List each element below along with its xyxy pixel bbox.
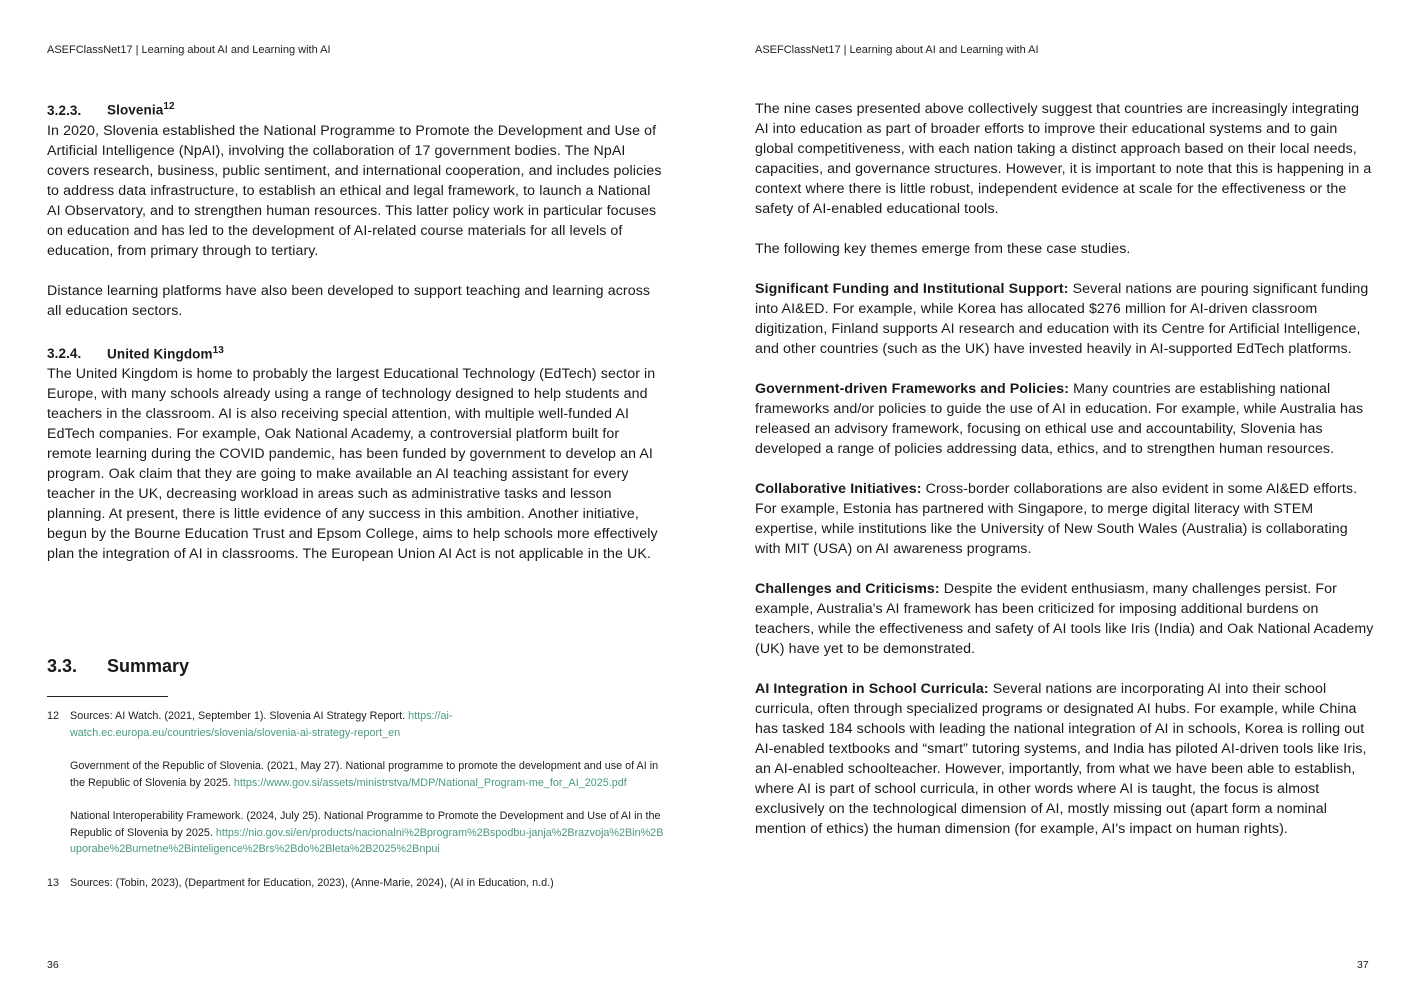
theme-label: Challenges and Criticisms: [755, 581, 940, 597]
section-number: 3.3. [47, 656, 78, 676]
running-head-right: ASEFClassNet17 | Learning about AI and Learning with AI [755, 44, 1039, 56]
footnote-text: Government of the Republic of Slovenia. (2021, May 27). National programme to promote the development and use of AI in the Republic of Slovenia by 2025. [70, 760, 659, 789]
section-title: Summary [107, 656, 190, 676]
theme-label: AI Integration in School Curricula: [755, 681, 989, 697]
theme-text: Several nations are incorporating AI into their school curricula, often through specialized programs or designated AI hubs. For example, while China has tasked 184 schools with leading the national integration of AI in schools, Korea is rolling out AI-enabled textbooks and “smart” tutoring systems, and India has piloted AI-driven tools like Iris, an AI-enabled schoolteacher. However, importantly, from what we have been able to establish, where AI is part of school curricula, in other words where AI is taught, the focus is almost exclusively on the technological dimension of AI, mostly missing out (apart form a nominal mention of ethics) the human dimension (for example, AI's impact on human rights). [755, 681, 1367, 837]
theme-text: Several nations are pouring significant funding into AI&ED. For example, while Korea has allocated $276 million for AI-driven classroom digitization, Finland supports AI research and education with its Centre for Artificial Intelligence, and other countries (such as the UK) have invested heavily in AI-supported EdTech platforms. [755, 281, 1369, 357]
footnote-ref[interactable]: 13 [212, 344, 224, 356]
footnote-text: National Interoperability Framework. (2024, July 25). National Programme to Promote the Development and Use of AI in the Republic of Slovenia by 2025. [70, 810, 661, 839]
section-number: 3.2.4. [47, 346, 82, 361]
section-heading-3-2-4 [47, 341, 667, 365]
footnote-13 [47, 875, 665, 892]
page-number-right: 37 [1357, 959, 1369, 971]
theme-label: Government-driven Frameworks and Policies: [755, 381, 1070, 397]
right-page-body [755, 99, 1375, 859]
theme-frameworks [755, 379, 1375, 459]
theme-challenges [755, 579, 1375, 659]
footnote-12-ref-2 [70, 758, 665, 791]
theme-text: Many countries are establishing national frameworks and/or policies to guide the use of AI in education. For example, while Australia has released an advisory framework, focusing on ethical use and accountability, Slovenia has developed a range of policies addressing data, ethics, and to strengthen human resources. [755, 381, 1364, 457]
footnote-link[interactable]: https://nio.gov.si/en/products/nacionalni%2Bprogram%2Bspodbu-janja%2Brazvoja%2Bin%2Buporabe%2Bumetne%2Binteligence%2Brs%2Bdo%2Bleta%2B2025%2Bnpui [70, 826, 664, 855]
footnote-12-ref-3 [70, 808, 665, 858]
paragraph: In 2020, Slovenia established the National Programme to Promote the Development and Use of Artificial Intelligence (NpAI), involving the collaboration of 17 government bodies. The NpAI covers research, business, public sentiment, and international cooperation, and includes policies to address data infrastructure, to establish an ethical and legal framework, to launch a National AI Observatory, and to strengthen human resources. This latter policy work in particular focuses on education and has led to the development of AI-related course materials for all levels of education, from primary through to tertiary. [47, 122, 662, 259]
theme-text: Despite the evident enthusiasm, many challenges persist. For example, Australia's AI framework has been criticized for imposing additional burdens on teachers, while the effectiveness and safety of AI tools like Iris (India) and Oak National Academy (UK) have yet to be demonstrated. [755, 581, 1374, 657]
left-page-body [47, 97, 667, 584]
section-number: 3.2.3. [47, 102, 82, 118]
theme-funding [755, 279, 1375, 359]
page-number-left: 36 [47, 959, 59, 971]
footnote-number: 12 [47, 710, 60, 722]
paragraph: The nine cases presented above collectively suggest that countries are increasingly integrating AI into education as part of broader efforts to improve their educational systems and to gain global competitiveness, with each nation taking a distinct approach based on their local needs, capacities, and governance structures. However, it is important to note that this is happening in a context where there is little robust, independent evidence at scale for the effectiveness or the safety of AI-enabled educational tools. [755, 101, 1372, 217]
footnote-12 [47, 708, 665, 741]
section-heading-3-2-3 [47, 97, 667, 121]
footnote-link[interactable]: https://ai-watch.ec.europa.eu/countries/slovenia/slovenia-ai-strategy-report_en [70, 710, 453, 739]
footnote-text: Sources: AI Watch. (2021, September 1). Slovenia AI Strategy Report. [70, 710, 409, 722]
theme-text: Cross-border collaborations are also evident in some AI&ED efforts. For example, Estonia has partnered with Singapore, to merge digital literacy with STEM expertise, while institutions like the University of New South Wales (Australia) is collaborating with MIT (USA) on AI awareness programs. [755, 481, 1358, 557]
footnote-text: Sources: (Tobin, 2023), (Department for Education, 2023), (Anne-Marie, 2024), (AI in Education, n.d.) [70, 876, 554, 889]
paragraph: The following key themes emerge from these case studies. [755, 241, 1131, 257]
paragraph: The United Kingdom is home to probably the largest Educational Technology (EdTech) sector in Europe, with many schools already using a range of technology designed to help students and teachers in the classroom. AI is also receiving special attention, with multiple well-funded AI EdTech companies. For example, Oak National Academy, a controversial platform built for remote learning during the COVID pandemic, has been funded by government to develop an AI program. Oak claim that they are going to make available an AI teaching assistant for every teacher in the UK, decreasing workload in areas such as administrative tasks and lesson planning. At present, there is little evidence of any success in this ambition. Another initiative, begun by the Bourne Education Trust and Epsom College, aims to help schools more effectively plan the integration of AI in classrooms. The European Union AI Act is not applicable in the UK. [47, 366, 658, 562]
footnote-link[interactable]: https://www.gov.si/assets/ministrstva/MDP/National_Program-me_for_AI_2025.pdf [233, 776, 627, 789]
footnote-ref[interactable]: 12 [163, 101, 175, 112]
footnotes [47, 708, 665, 891]
section-title: United Kingdom [107, 346, 213, 361]
section-title: Slovenia [107, 102, 164, 118]
footnote-divider [47, 696, 168, 697]
theme-label: Significant Funding and Institutional Support: [755, 281, 1069, 297]
theme-curricula [755, 679, 1375, 839]
running-head-left: ASEFClassNet17 | Learning about AI and Learning with AI [47, 44, 331, 56]
footnote-number: 13 [47, 876, 60, 889]
theme-collaboration [755, 479, 1375, 559]
section-heading-3-3 [47, 656, 189, 677]
theme-label: Collaborative Initiatives: [755, 481, 922, 497]
paragraph: Distance learning platforms have also been developed to support teaching and learning across all education sectors. [47, 282, 651, 319]
